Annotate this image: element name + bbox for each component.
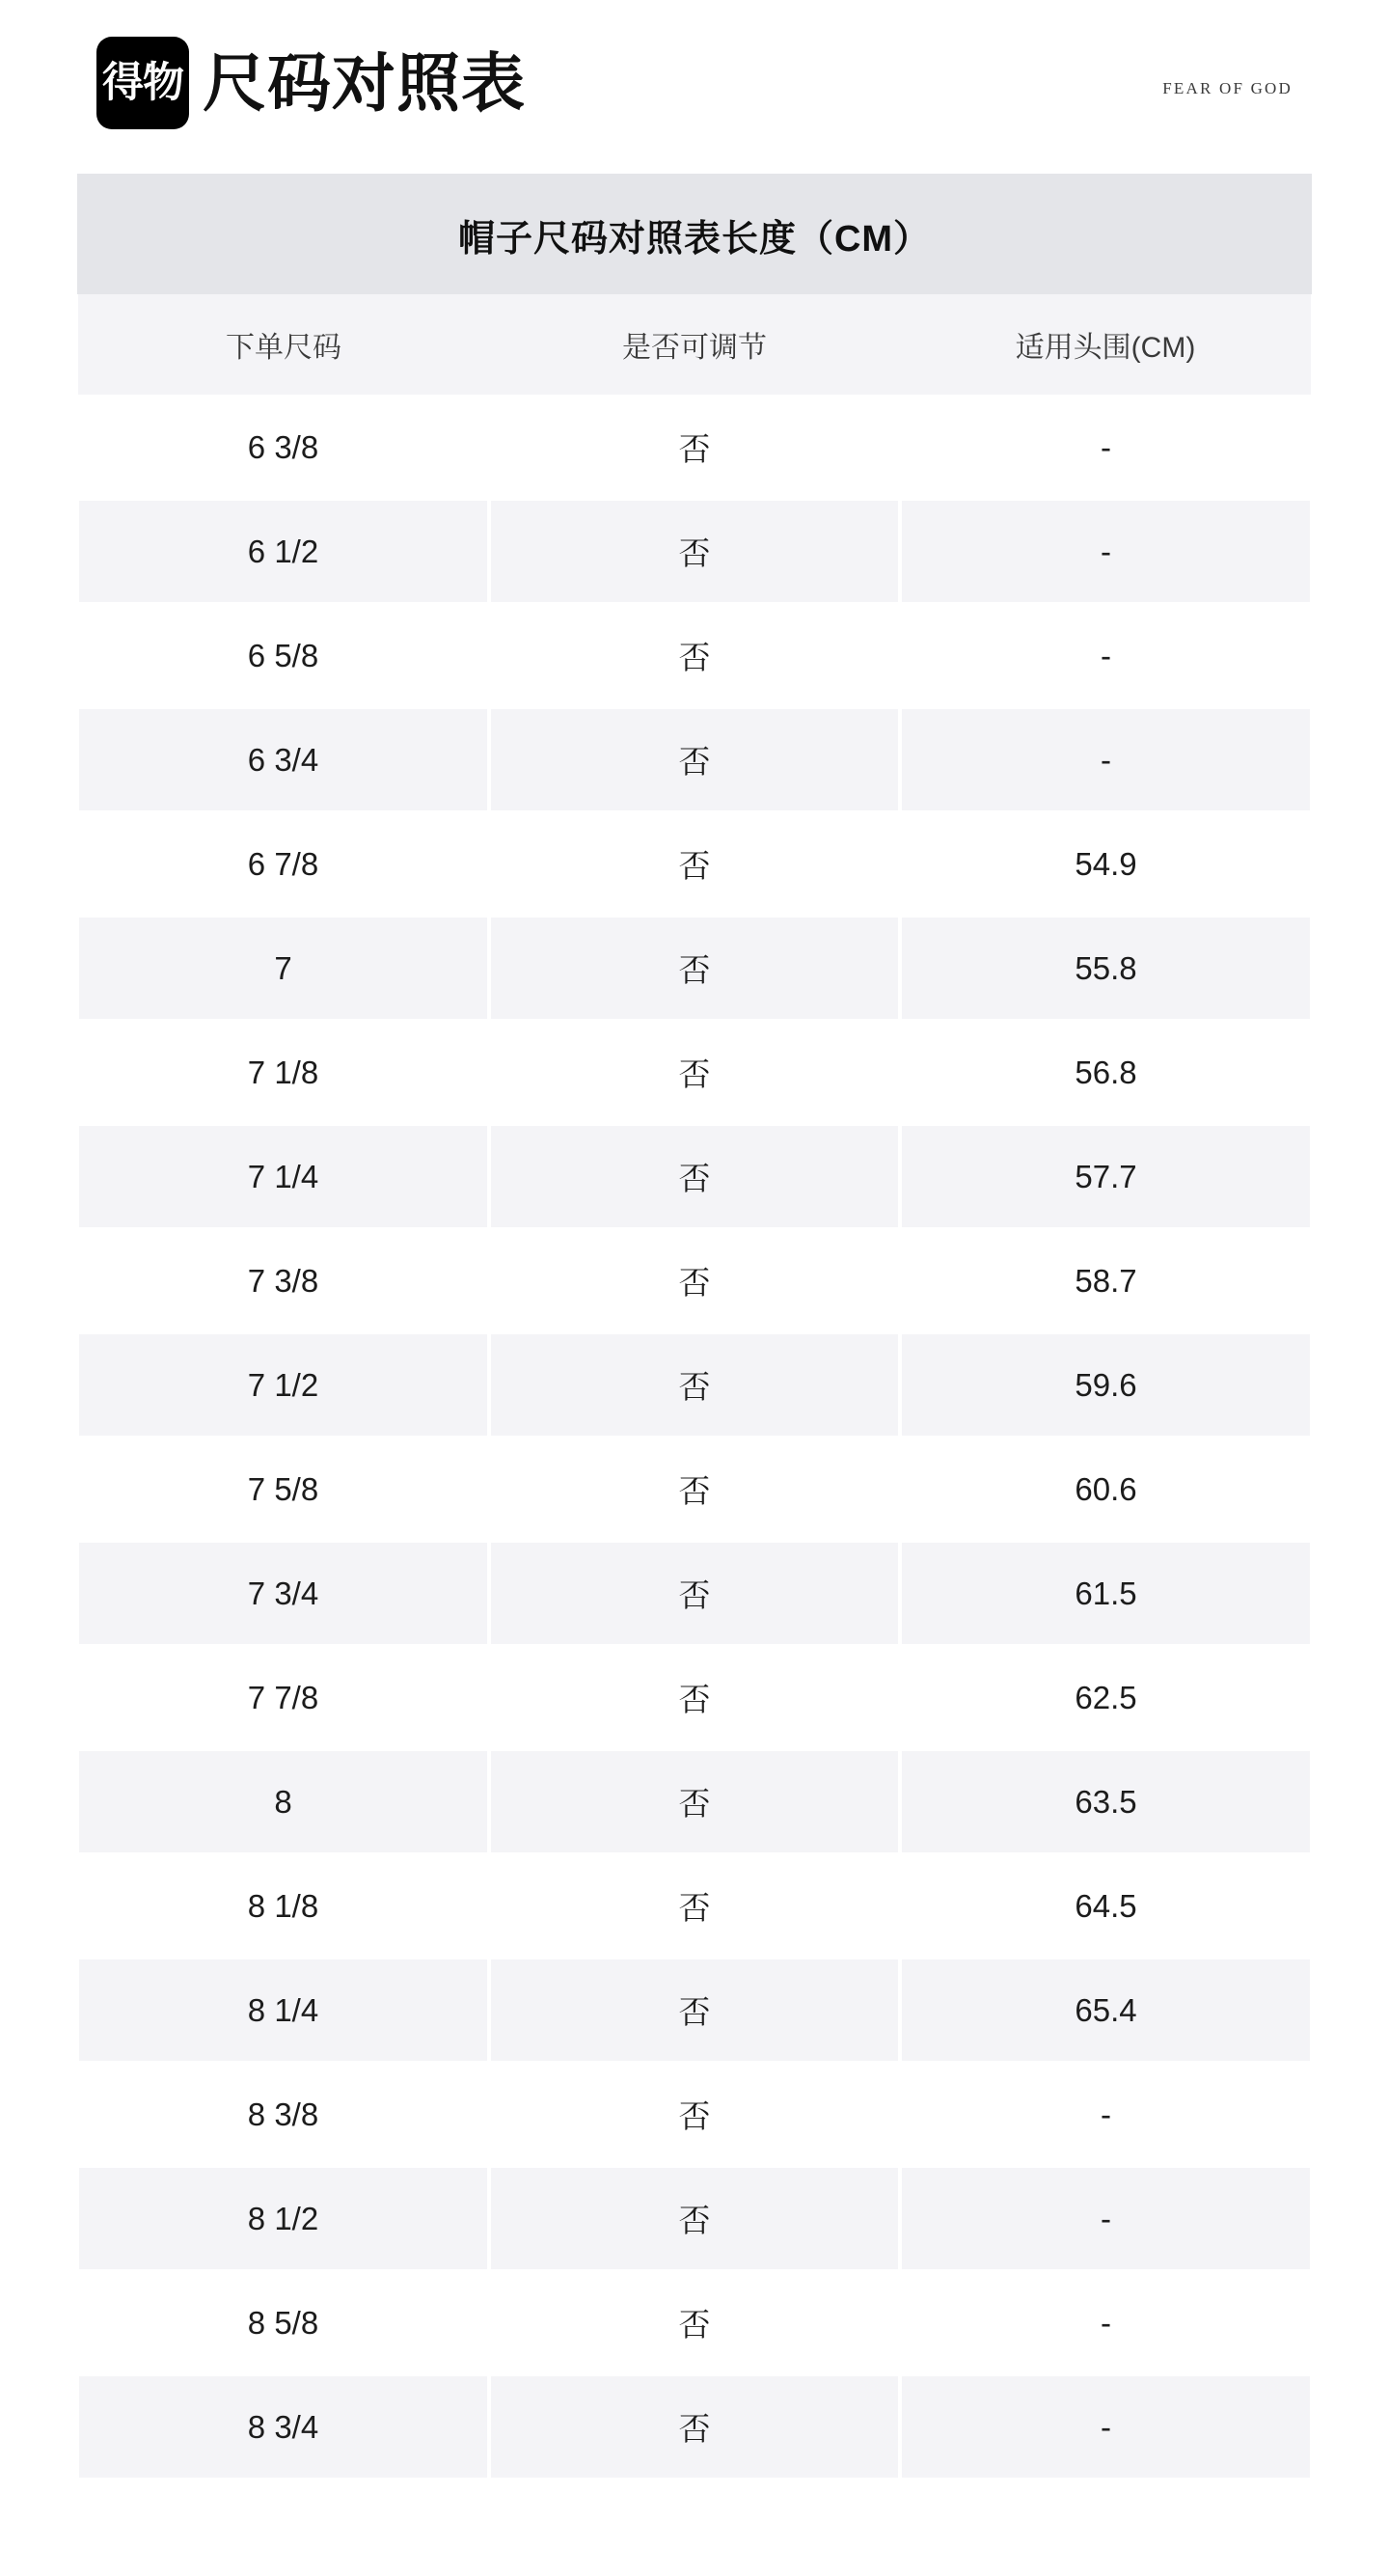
- table-row: [78, 1438, 1311, 1542]
- cell-head-circumference: 54.9: [900, 812, 1311, 917]
- cell-head-circumference: -: [900, 708, 1311, 812]
- cell-size: 8 1/4: [78, 1959, 489, 2063]
- cell-size: 7 5/8: [78, 1438, 489, 1542]
- cell-size: 7: [78, 917, 489, 1021]
- cell-adjustable: 否: [489, 1021, 900, 1125]
- cell-head-circumference: 63.5: [900, 1750, 1311, 1854]
- cell-size: 6 7/8: [78, 812, 489, 917]
- cell-adjustable: 否: [489, 1646, 900, 1750]
- cell-head-circumference: 57.7: [900, 1125, 1311, 1229]
- cell-size: 8 1/2: [78, 2167, 489, 2271]
- cell-adjustable: 否: [489, 1959, 900, 2063]
- cell-size: 8 3/8: [78, 2063, 489, 2167]
- logo-text: 得物: [102, 59, 183, 106]
- table-row: [78, 2271, 1311, 2375]
- cell-size: 6 1/2: [78, 500, 489, 604]
- column-header-size: 下单尺码: [78, 294, 489, 396]
- cell-adjustable: 否: [489, 2375, 900, 2480]
- cell-adjustable: 否: [489, 1542, 900, 1646]
- cell-adjustable: 否: [489, 396, 900, 500]
- table-row: [78, 1959, 1311, 2063]
- column-header-adjustable: 是否可调节: [489, 294, 900, 396]
- table-head: [78, 294, 1311, 396]
- dewu-logo-icon: [96, 37, 189, 129]
- cell-adjustable: 否: [489, 917, 900, 1021]
- cell-head-circumference: -: [900, 2063, 1311, 2167]
- cell-adjustable: 否: [489, 1125, 900, 1229]
- table-row: [78, 1333, 1311, 1438]
- table-title: 帽子尺码对照表长度（CM）: [77, 174, 1312, 294]
- cell-adjustable: 否: [489, 1229, 900, 1333]
- table-row: [78, 2063, 1311, 2167]
- cell-head-circumference: -: [900, 604, 1311, 708]
- table-row: [78, 917, 1311, 1021]
- cell-size: 8: [78, 1750, 489, 1854]
- cell-adjustable: 否: [489, 604, 900, 708]
- cell-size: 7 1/2: [78, 1333, 489, 1438]
- cell-adjustable: 否: [489, 1333, 900, 1438]
- cell-head-circumference: 64.5: [900, 1854, 1311, 1959]
- table-row: [78, 2167, 1311, 2271]
- table-row: [78, 1542, 1311, 1646]
- cell-size: 6 3/4: [78, 708, 489, 812]
- page-title: 尺码对照表: [203, 47, 526, 119]
- size-table-block: [77, 174, 1312, 2480]
- table-row: [78, 708, 1311, 812]
- cell-adjustable: 否: [489, 2063, 900, 2167]
- size-table: [77, 294, 1312, 2480]
- cell-size: 8 1/8: [78, 1854, 489, 1959]
- table-row: [78, 1854, 1311, 1959]
- table-row: [78, 1125, 1311, 1229]
- cell-head-circumference: 56.8: [900, 1021, 1311, 1125]
- column-header-head-circumference: 适用头围(CM): [900, 294, 1311, 396]
- table-row: [78, 1229, 1311, 1333]
- cell-adjustable: 否: [489, 1438, 900, 1542]
- cell-head-circumference: 55.8: [900, 917, 1311, 1021]
- cell-head-circumference: -: [900, 2167, 1311, 2271]
- page-header: [0, 0, 1389, 129]
- table-row: [78, 1021, 1311, 1125]
- brand-wordmark: FEAR OF GOD: [1162, 79, 1293, 97]
- header-left-group: [96, 37, 526, 129]
- table-row: [78, 500, 1311, 604]
- cell-head-circumference: -: [900, 2271, 1311, 2375]
- table-row: [78, 1750, 1311, 1854]
- cell-adjustable: 否: [489, 1854, 900, 1959]
- cell-adjustable: 否: [489, 2167, 900, 2271]
- cell-head-circumference: 60.6: [900, 1438, 1311, 1542]
- cell-size: 6 5/8: [78, 604, 489, 708]
- table-body: [78, 396, 1311, 2479]
- cell-size: 7 3/4: [78, 1542, 489, 1646]
- cell-head-circumference: 59.6: [900, 1333, 1311, 1438]
- cell-adjustable: 否: [489, 1750, 900, 1854]
- cell-size: 8 3/4: [78, 2375, 489, 2480]
- cell-head-circumference: -: [900, 500, 1311, 604]
- cell-adjustable: 否: [489, 812, 900, 917]
- cell-size: 7 1/8: [78, 1021, 489, 1125]
- table-row: [78, 396, 1311, 500]
- cell-head-circumference: 65.4: [900, 1959, 1311, 2063]
- table-row: [78, 2375, 1311, 2480]
- cell-adjustable: 否: [489, 708, 900, 812]
- cell-head-circumference: -: [900, 2375, 1311, 2480]
- table-row: [78, 812, 1311, 917]
- table-header-row: [78, 294, 1311, 396]
- cell-adjustable: 否: [489, 500, 900, 604]
- cell-adjustable: 否: [489, 2271, 900, 2375]
- cell-size: 7 1/4: [78, 1125, 489, 1229]
- cell-head-circumference: 62.5: [900, 1646, 1311, 1750]
- cell-head-circumference: -: [900, 396, 1311, 500]
- cell-size: 7 7/8: [78, 1646, 489, 1750]
- cell-head-circumference: 61.5: [900, 1542, 1311, 1646]
- cell-size: 8 5/8: [78, 2271, 489, 2375]
- cell-size: 7 3/8: [78, 1229, 489, 1333]
- cell-head-circumference: 58.7: [900, 1229, 1311, 1333]
- table-row: [78, 1646, 1311, 1750]
- cell-size: 6 3/8: [78, 396, 489, 500]
- table-row: [78, 604, 1311, 708]
